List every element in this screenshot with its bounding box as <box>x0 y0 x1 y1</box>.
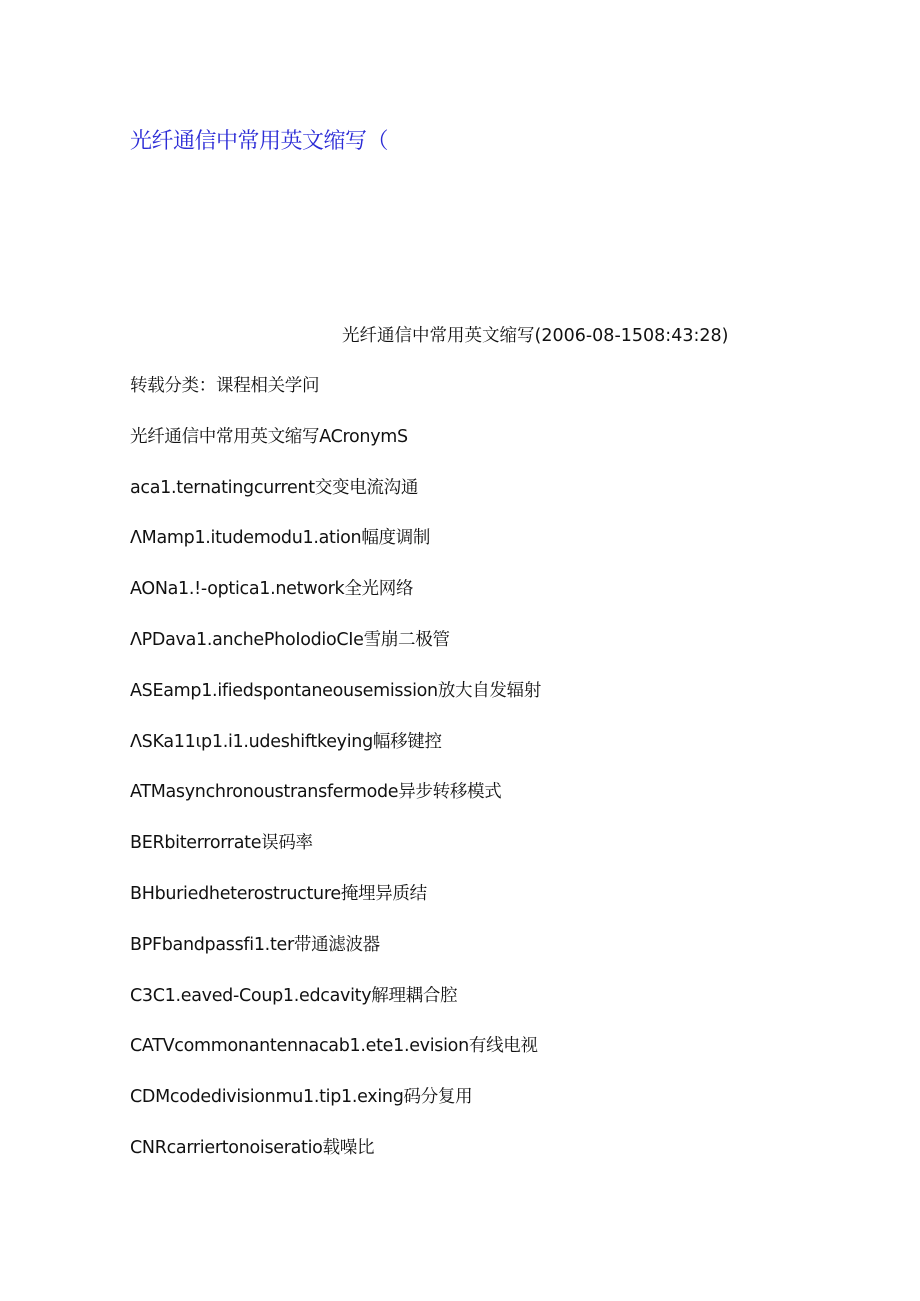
list-item: ASEamp1.ifiedspontaneousemission放大自发辐射 <box>130 680 542 701</box>
list-item: CATVcommonantennacab1.ete1.evision有线电视 <box>130 1036 538 1057</box>
list-item: CNRcarriertonoiseratio载噪比 <box>130 1137 375 1158</box>
document-title: 光纤通信中常用英文缩写（ <box>130 129 389 154</box>
document-subtitle: 光纤通信中常用英文缩写(2006-08-1508:43:28) <box>342 326 729 346</box>
list-item: ΛMamp1.itudemodu1.ation幅度调制 <box>130 528 431 549</box>
list-item: ΛSKa11ιp1.i1.udeshiftkeying幅移键控 <box>130 731 442 752</box>
acronym-list <box>130 372 541 1185</box>
list-item: BHburiedheterostructure掩埋异质结 <box>130 883 427 904</box>
list-item: BERbiterrorrate误码率 <box>130 833 313 854</box>
list-item: aca1.ternatingcurrent交变电流沟通 <box>130 477 419 498</box>
list-item: C3C1.eaved-Coup1.edcavity解理耦合腔 <box>130 985 458 1006</box>
list-item: ATMasynchronoustransfermode异步转移模式 <box>130 782 502 803</box>
list-heading: 光纤通信中常用英文缩写ACronymS <box>130 426 408 447</box>
list-item: ΛPDava1.anchePhoIodioCIe雪崩二极管 <box>130 629 450 650</box>
list-item: AONa1.!-optica1.network全光网络 <box>130 579 414 600</box>
category-line: 转载分类：课程相关学问 <box>130 376 320 396</box>
list-item: CDMcodedivisionmu1.tip1.exing码分复用 <box>130 1087 473 1108</box>
list-item: BPFbandpassfi1.ter带通滤波器 <box>130 934 380 955</box>
